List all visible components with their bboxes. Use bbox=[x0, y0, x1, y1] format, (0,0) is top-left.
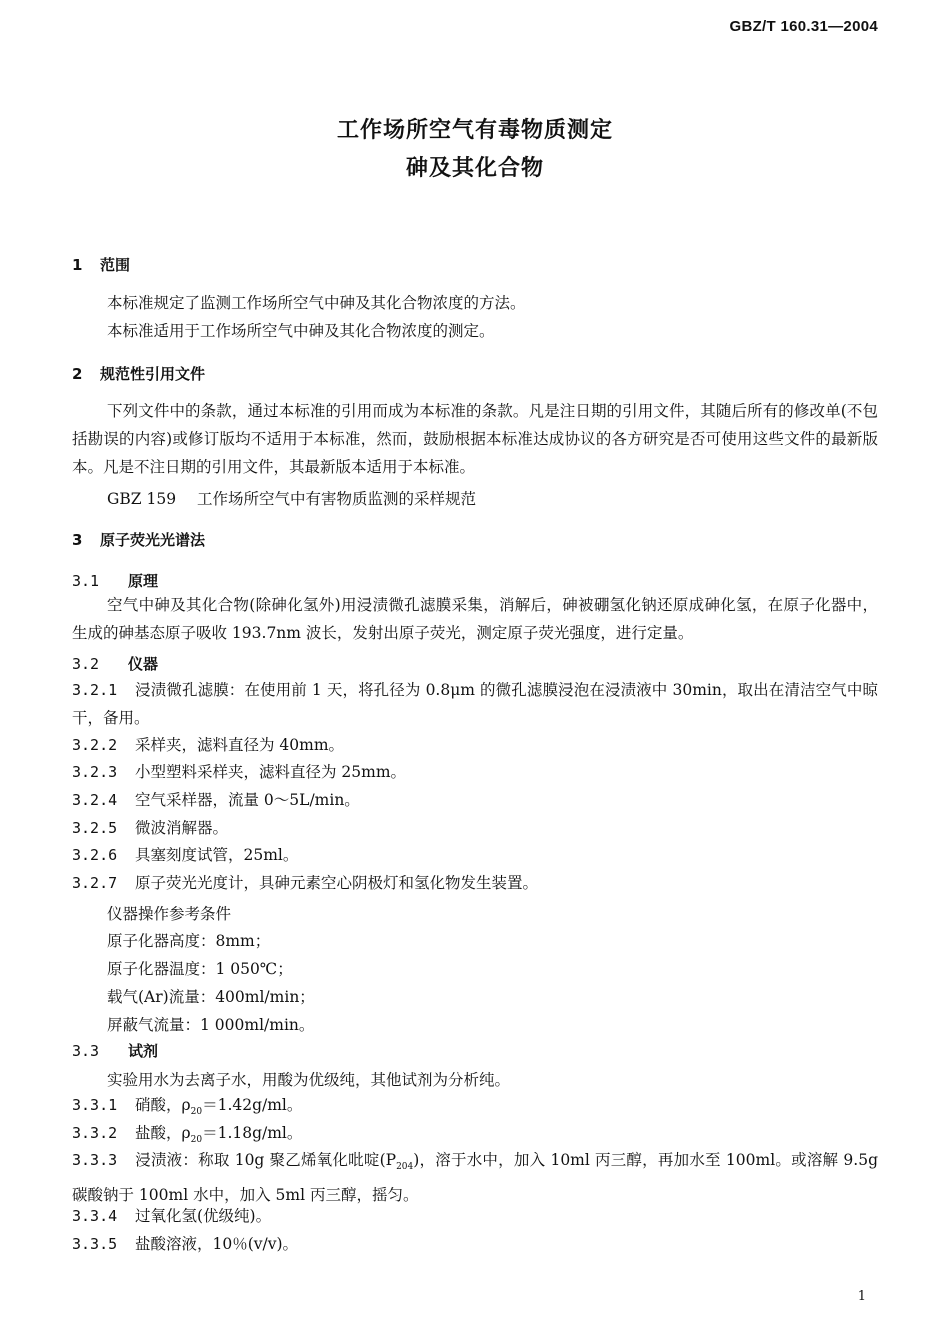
subscript: 20 bbox=[190, 1135, 203, 1146]
document-title: 工作场所空气有毒物质测定 bbox=[336, 118, 613, 143]
paragraph: 本标准适用于工作场所空气中砷及其化合物浓度的测定。 bbox=[107, 322, 495, 340]
paragraph: 实验用水为去离子水，用酸为优级纯，其他试剂为分析纯。 bbox=[107, 1071, 511, 1089]
subsection-number: 3.3 bbox=[72, 1042, 100, 1060]
clause-item bbox=[72, 758, 878, 786]
clause-text-pre: 浸渍液：称取 10g 聚乙烯氧化吡啶(P bbox=[135, 1151, 397, 1169]
conditions-title: 仪器操作参考条件 bbox=[107, 905, 232, 923]
subscript: 20 bbox=[190, 1107, 203, 1118]
clause-item bbox=[72, 869, 878, 897]
clause-number: 3.3.5 bbox=[72, 1235, 118, 1253]
section-number: 3 bbox=[72, 531, 83, 549]
clause-number: 3.2.1 bbox=[72, 681, 118, 699]
section-title: 范围 bbox=[100, 256, 131, 274]
clause-item bbox=[72, 814, 878, 842]
clause-text-pre: 盐酸，ρ bbox=[135, 1124, 191, 1142]
clause-text: 盐酸溶液，10％(v/v)。 bbox=[135, 1235, 299, 1253]
clause-text: 空气采样器，流量 0～5L/min。 bbox=[135, 791, 360, 809]
clause-number: 3.3.2 bbox=[72, 1124, 118, 1142]
paragraph: 下列文件中的条款，通过本标准的引用而成为本标准的条款。凡是注日期的引用文件，其随后所有的修改单(不包括勘误的内容)或修订版均不适用于本标准，然而，鼓励根据本标准达成协议的各方研究是否可使用这些文件的最新版本。凡是不注日期的引用文件，其最新版本适用于本标准。 bbox=[72, 402, 878, 476]
subsection-title: 仪器 bbox=[128, 655, 159, 673]
subsection-number: 3.1 bbox=[72, 572, 100, 590]
subsection-title: 原理 bbox=[128, 572, 159, 590]
clause-number: 3.2.3 bbox=[72, 763, 118, 781]
clause-number: 3.3.1 bbox=[72, 1096, 118, 1114]
subsection-3-1-heading bbox=[72, 570, 158, 591]
section-title: 规范性引用文件 bbox=[100, 365, 206, 383]
paragraph: 空气中砷及其化合物(除砷化氢外)用浸渍微孔滤膜采集，消解后，砷被硼氢化钠还原成砷化氢，在原子化器中，生成的砷基态原子吸收 193.7nm 波长，发射出原子荧光，测定原子荧光强度，进行定量。 bbox=[72, 596, 878, 642]
clause-text: 小型塑料采样夹，滤料直径为 25mm。 bbox=[135, 763, 407, 781]
clause-text: 原子荧光光度计，具砷元素空心阴极灯和氢化物发生装置。 bbox=[135, 874, 539, 892]
clause-number: 3.2.5 bbox=[72, 819, 118, 837]
clause-text: 浸渍微孔滤膜：在使用前 1 天，将孔径为 0.8μm 的微孔滤膜浸泡在浸渍液中 30min，取出在清洁空气中晾干，备用。 bbox=[72, 681, 878, 727]
paragraph: 本标准规定了监测工作场所空气中砷及其化合物浓度的方法。 bbox=[107, 294, 526, 312]
subsection-title: 试剂 bbox=[128, 1042, 159, 1060]
clause-text-post: ＝1.18g/ml。 bbox=[202, 1124, 303, 1142]
subscript: 204 bbox=[396, 1162, 414, 1173]
section-number: 1 bbox=[72, 256, 83, 274]
clause-text-post: ＝1.42g/ml。 bbox=[202, 1096, 303, 1114]
clause-item bbox=[72, 1146, 878, 1209]
subsection-number: 3.2 bbox=[72, 655, 100, 673]
clause-text: 具塞刻度试管，25ml。 bbox=[135, 846, 299, 864]
clause-item bbox=[72, 1230, 878, 1258]
clause-number: 3.2.7 bbox=[72, 874, 118, 892]
clause-item bbox=[72, 786, 878, 814]
clause-item bbox=[72, 731, 878, 759]
condition-line: 原子化器高度：8mm； bbox=[107, 932, 271, 950]
condition-line: 屏蔽气流量：1 000ml/min。 bbox=[107, 1016, 315, 1034]
clause-text: 微波消解器。 bbox=[135, 819, 229, 837]
condition-line: 载气(Ar)流量：400ml/min； bbox=[107, 988, 315, 1006]
clause-number: 3.2.6 bbox=[72, 846, 118, 864]
clause-number: 3.2.4 bbox=[72, 791, 118, 809]
section-3-heading bbox=[72, 529, 205, 550]
condition-line: 原子化器温度：1 050℃； bbox=[107, 960, 293, 978]
clause-text-pre: 硝酸，ρ bbox=[135, 1096, 191, 1114]
clause-item bbox=[72, 676, 878, 732]
clause-number: 3.2.2 bbox=[72, 736, 118, 754]
clause-text: 采样夹，滤料直径为 40mm。 bbox=[135, 736, 345, 754]
clause-text: 过氧化氢(优级纯)。 bbox=[135, 1207, 272, 1225]
clause-item bbox=[72, 1202, 878, 1230]
clause-number: 3.3.3 bbox=[72, 1151, 118, 1169]
page-number: 1 bbox=[857, 1289, 866, 1304]
section-1-heading bbox=[72, 254, 130, 275]
reference-code: GBZ 159 bbox=[107, 490, 177, 508]
subsection-3-3-heading bbox=[72, 1040, 158, 1061]
normative-reference bbox=[107, 487, 476, 509]
clause-item bbox=[72, 841, 878, 869]
section-number: 2 bbox=[72, 365, 83, 383]
subsection-3-2-heading bbox=[72, 653, 158, 674]
clause-text-post: )，溶于水中，加入 10ml 丙三醇，再加水至 100ml。或溶解 9.5g 碳酸钠于 100ml 水中，加入 5ml 丙三醇，摇匀。 bbox=[72, 1151, 879, 1205]
clause-number: 3.3.4 bbox=[72, 1207, 118, 1225]
section-2-heading bbox=[72, 363, 205, 384]
standard-code: GBZ/T 160.31—2004 bbox=[729, 18, 878, 35]
section-title: 原子荧光光谱法 bbox=[100, 531, 206, 549]
document-subtitle: 砷及其化合物 bbox=[405, 156, 544, 181]
reference-title: 工作场所空气中有害物质监测的采样规范 bbox=[197, 490, 477, 508]
